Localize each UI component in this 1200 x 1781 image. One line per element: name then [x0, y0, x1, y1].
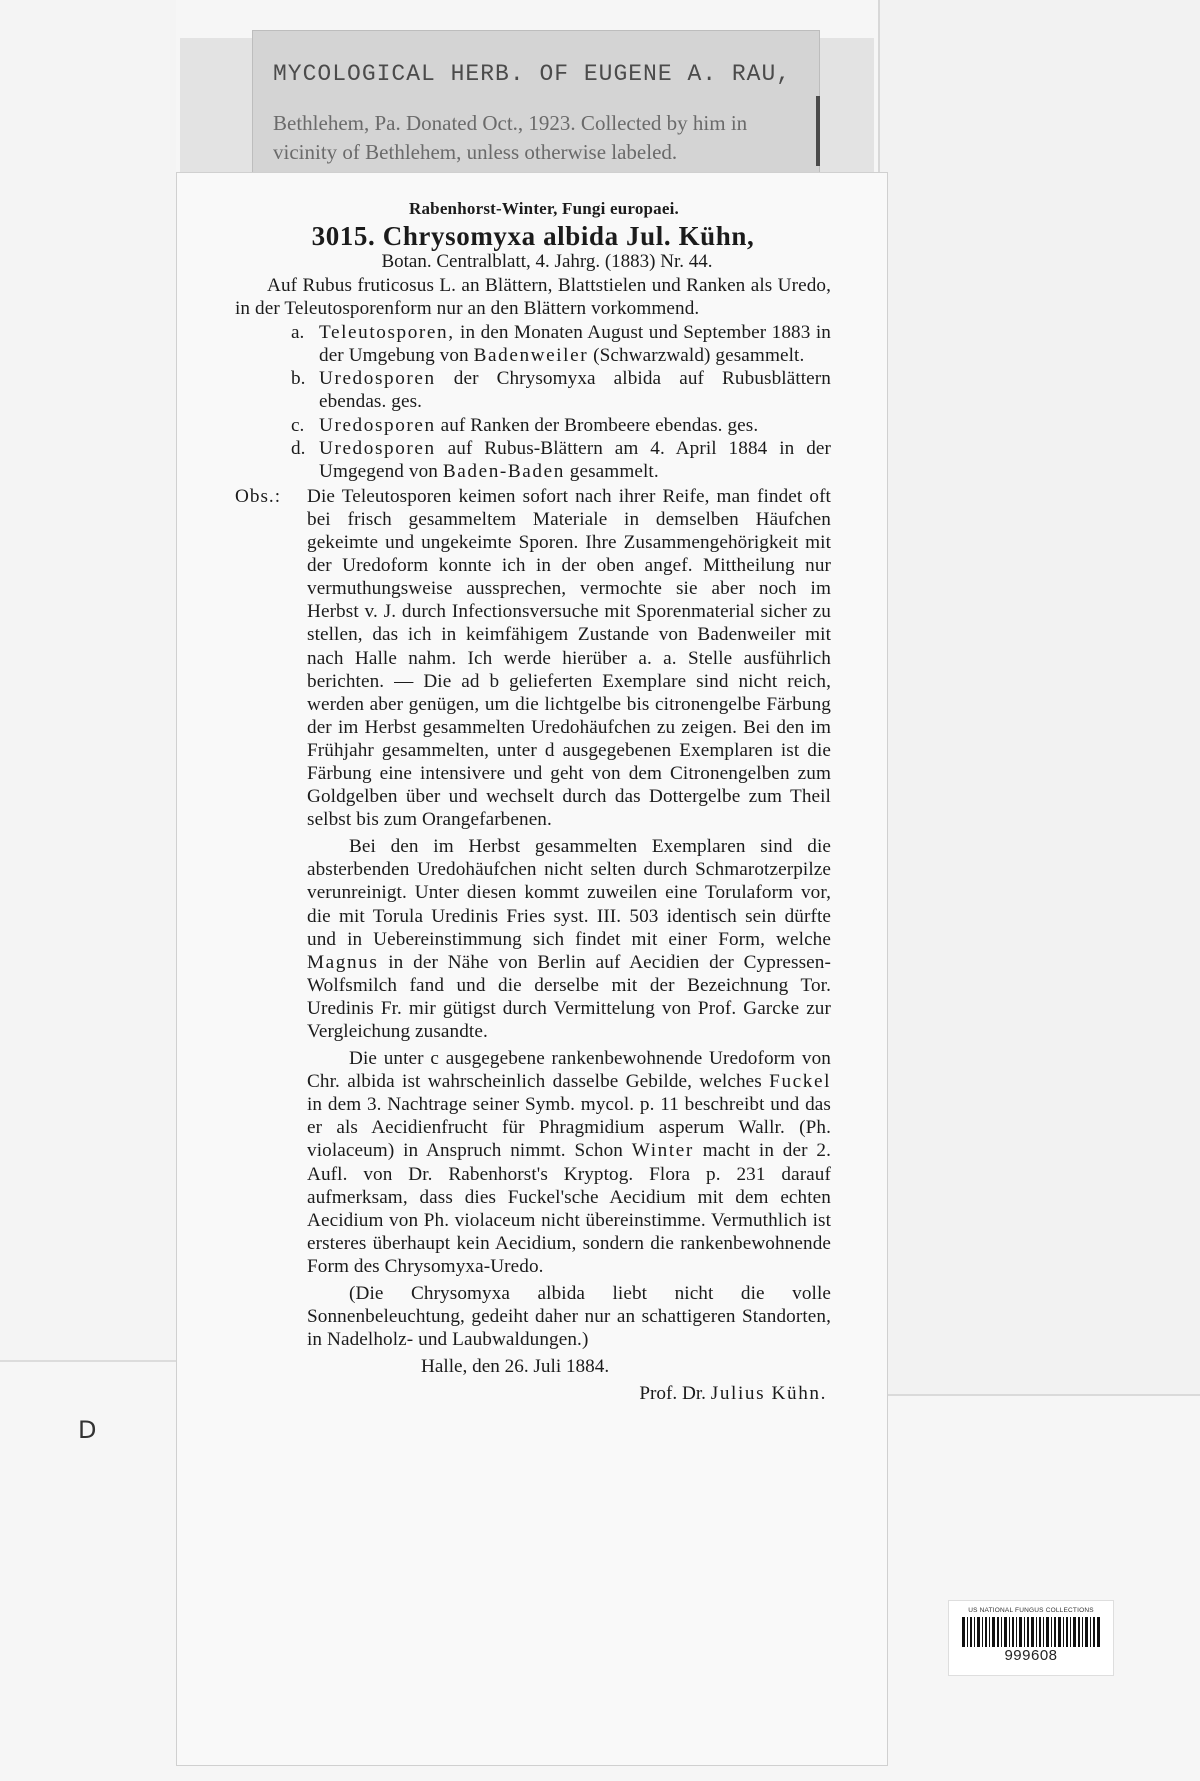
list-letter: d. — [291, 437, 306, 459]
exsiccata-label — [176, 172, 888, 1766]
author-name: Fuckel — [769, 1071, 831, 1093]
list-tail: gesammelt. — [564, 460, 659, 482]
signature-title: Prof. Dr. — [639, 1383, 711, 1405]
place-date: Halle, den 26. Juli 1884. — [421, 1356, 610, 1378]
text-run: in dem 3. Nachtrage seiner Symb. mycol. p. 11 beschreibt und das er als Aecidienfrucht für Phragmidium asperum Wallr. (Ph. violaceum) in Anspruch nimmt. Schon — [307, 1094, 831, 1162]
spore-type: Teleutosporen, — [319, 322, 455, 344]
species-heading — [235, 221, 831, 252]
mount-sheet-right — [878, 0, 1200, 1396]
series-title: Rabenhorst-Winter, Fungi europaei. — [408, 199, 679, 218]
author-name: Winter — [631, 1140, 694, 1162]
herbarium-title: MYCOLOGICAL HERB. OF EUGENE A. RAU, — [273, 61, 792, 87]
signature — [235, 1382, 831, 1405]
list-item — [235, 414, 831, 437]
text-run: macht in der 2. Aufl. von Dr. Rabenhorst's Kryptog. Flora p. 231 darauf aufmerksam, dass dies Fuckel'sche Aecidium mit dem echten Aecidium von Ph. violaceum nicht übereinstimme. Vermuthlich ist ersteres überhaupt kein Aecidium, sondern die rankenbewohnende Form des Chrysomyxa-Uredo. — [307, 1140, 832, 1277]
exsiccata-number: 3015. — [311, 221, 376, 251]
barcode-label — [948, 1600, 1114, 1676]
barcode-caption: US NATIONAL FUNGUS COLLECTIONS — [968, 1607, 1094, 1614]
barcode-icon — [962, 1617, 1100, 1647]
species-name: Chrysomyxa albida Jul. Kühn, — [382, 221, 755, 251]
obs-paragraph-2 — [307, 835, 831, 1043]
spore-type: Uredosporen — [319, 414, 436, 436]
label-edge-mark — [816, 96, 820, 166]
catalog-number: 999608 — [1004, 1647, 1058, 1664]
observations — [235, 485, 831, 1351]
literature-reference: Botan. Centralblatt, 4. Jahrg. (1883) Nr. 44. — [381, 251, 713, 272]
obs-paragraph-3 — [307, 1047, 831, 1278]
margin-mark: D — [78, 1416, 97, 1444]
list-item — [235, 321, 831, 367]
mount-sheet-left — [0, 0, 176, 1362]
list-item — [235, 437, 831, 483]
host-description: Auf Rubus fruticosus L. an Blättern, Blattstielen und Ranken als Uredo, in der Teleutosporenform nur an den Blättern vorkommend. — [235, 275, 831, 320]
list-text: auf Rubus-Blättern am 4. April 1884 in der Umgegend von — [319, 437, 831, 482]
list-text: der Chrysomyxa albida auf Rubusblättern ebendas. ges. — [319, 368, 831, 413]
spore-type: Uredosporen — [319, 437, 436, 459]
obs-paragraph-1: Die Teleutosporen keimen sofort nach ihrer Reife, man findet oft bei frisch gesammeltem Materiale in demselben Häufchen gekeimte und ungekeimte Sporen. Ihre Zusammengehörigkeit mit der Uredoform konnte ich in der oben angef. Mittheilung nur vermuthungsweise aussprechen, vermochte sie aber noch im Herbst v. J. durch Infectionsversuche mit Sporenmaterial sicher zu stellen, das ich in keimfähigem Zustande von Badenweiler mit nach Halle nahm. Ich werde hierüber a. a. Stelle ausführlich berichten. — Die ad b gelieferten Exemplare sind nicht reich, werden aber genügen, um die lichtgelbe bis citronengelbe Färbung der im Herbst gesammelten Uredohäufchen zu zeigen. Bei den im Frühjahr gesammelten, unter d ausgegebenen Exemplaren ist die Färbung eine intensivere und geht von dem Citronengelben zum Goldgelben über und wechselt durch das Dottergelbe zum Theil selbst bis zum Orangefarbenen. — [307, 485, 831, 831]
signature-name: Julius Kühn. — [710, 1383, 827, 1405]
specimen-list — [235, 321, 831, 483]
place-name: Baden-Baden — [442, 460, 565, 482]
list-tail: (Schwarzwald) gesammelt. — [588, 345, 805, 367]
list-text: auf Ranken der Brombeere ebendas. ges. — [435, 414, 759, 436]
text-run: Die unter c ausgegebene rankenbewohnende Uredoform von Chr. albida ist wahrscheinlich dasselbe Gebilde, welches — [307, 1048, 831, 1093]
text-run: Bei den im Herbst gesammelten Exemplaren sind die absterbenden Uredohäufchen nicht selten durch Schmarotzerpilze verunreinigt. Unter diesen kommt zuweilen eine Torulaform vor, die mit Torula Uredinis Fries syst. III. 503 identisch sein dürfte und in Uebereinstimmung sich findet mit einer Form, welche — [307, 836, 831, 950]
obs-label: Obs.: — [235, 485, 282, 507]
herbarium-text: Bethlehem, Pa. Donated Oct., 1923. Collected by him in vicinity of Bethlehem, unless otherwise labeled. — [273, 111, 748, 164]
list-item — [235, 367, 831, 413]
list-letter: c. — [291, 414, 305, 436]
list-text: in den Monaten August und September 1883 in der Umgebung von — [319, 322, 831, 367]
spore-type: Uredosporen — [319, 368, 436, 390]
text-run: in der Nähe von Berlin auf Aecidien der Cypressen-Wolfsmilch fand und die derselbe mit der Bezeichnung Tor. Uredinis Fr. mir gütigst durch Vermittelung von Prof. Garcke zur Vergleichung zusandte. — [307, 951, 831, 1042]
list-letter: b. — [291, 368, 306, 390]
list-letter: a. — [291, 322, 305, 344]
author-name: Magnus — [307, 951, 379, 973]
place-name: Badenweiler — [473, 345, 589, 367]
obs-paragraph-4: (Die Chrysomyxa albida liebt nicht die volle Sonnenbeleuchtung, gedeiht daher nur an schattigeren Standorten, in Nadelholz- und Laubwaldungen.) — [307, 1283, 831, 1351]
